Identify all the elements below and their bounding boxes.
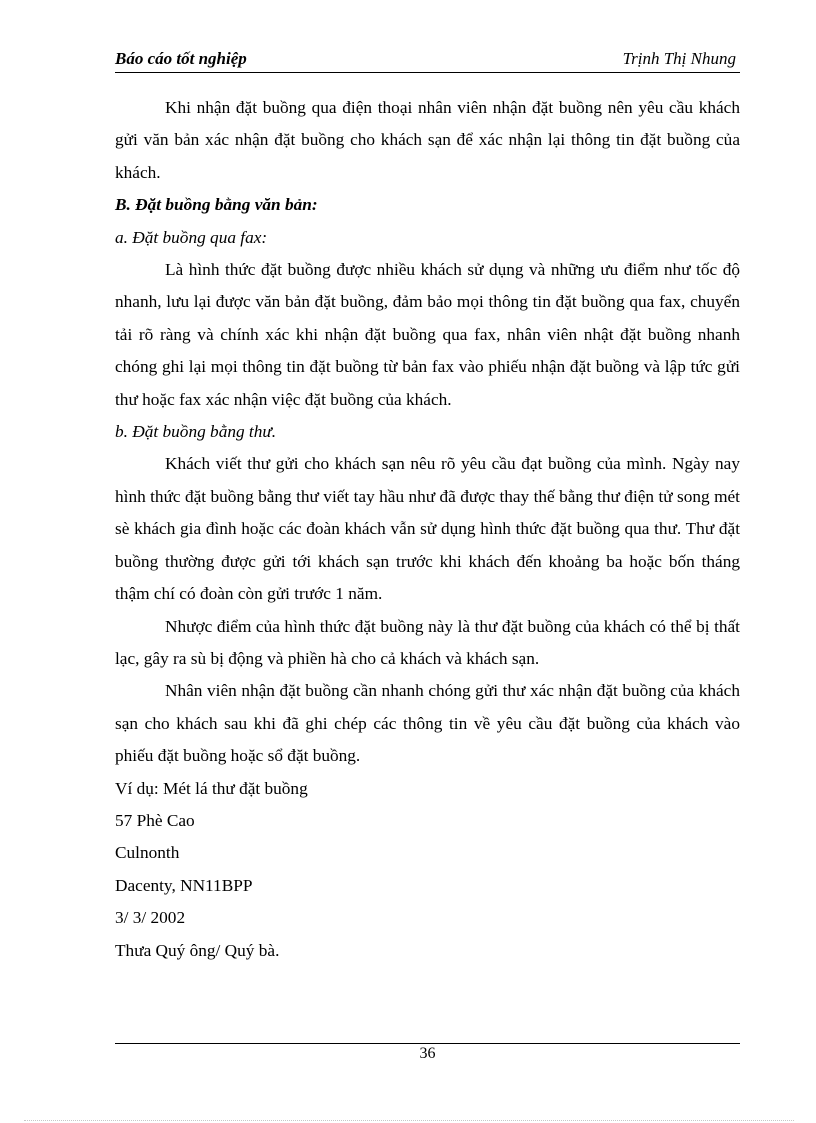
page-header [115,48,740,73]
subheading-fax: a. Đặt buồng qua fax: [115,227,268,247]
page-bottom-border [24,1120,794,1121]
letter-address-line-2: Culnonth [115,843,180,863]
page-number: 36 [419,1045,436,1062]
letter-address-line-1: 57 Phè Cao [115,810,195,830]
header-title: Báo cáo tốt nghiệp [115,49,247,68]
document-body [115,92,740,967]
paragraph-letter: Khách viết thư gửi cho khách sạn nêu rõ yêu cầu đạt buồng của mình. Ngày nay hình thức đặt buồng bằng thư viết tay hầu như đã được thay thế bằng thư điện tử song mét sè khách gia đình hoặc các đoàn khách vẫn sử dụng hình thức đặt buồng qua thư. Thư đặt buồng thường được gửi tới khách sạn trước khi khách đến khoảng ba hoặc bốn tháng thậm chí có đoàn còn gửi trước 1 năm. [115,454,740,604]
paragraph-confirmation: Nhân viên nhận đặt buồng cần nhanh chóng gửi thư xác nhận đặt buồng của khách sạn cho khách sau khi đã ghi chép các thông tin về yêu cầu đặt buồng của khách vào phiếu đặt buồng hoặc sổ đặt buồng. [115,681,740,766]
header-author: Trịnh Thị Nhung [622,49,736,68]
example-label: Ví dụ: Mét lá thư đặt buồng [115,778,308,798]
letter-address-line-3: Dacenty, NN11BPP [115,875,253,895]
paragraph-disadvantage: Nhược điểm của hình thức đặt buồng này là thư đặt buồng của khách có thể bị thất lạc, gây ra sù bị động và phiền hà cho cả khách và khách sạn. [115,616,740,668]
paragraph-fax: Là hình thức đặt buồng được nhiều khách sử dụng và những ưu điểm như tốc độ nhanh, lưu lại được văn bản đặt buồng, đảm bảo mọi thông tin đặt buồng qua fax, chuyển tải rõ ràng và chính xác khi nhận đặt buồng qua fax, nhân viên nhật đặt buồng nhanh chóng ghi lại mọi thông tin đặt buồng từ bản fax vào phiếu nhận đặt buồng và lập tức gửi thư hoặc fax xác nhận việc đặt buồng của khách. [115,260,740,409]
letter-greeting: Thưa Quý ông/ Quý bà. [115,940,280,960]
paragraph-phone-booking: Khi nhận đặt buồng qua điện thoại nhân viên nhận đặt buồng nên yêu cầu khách gửi văn bản xác nhận đặt buồng cho khách sạn để xác nhận lại thông tin đặt buồng của khách. [115,98,740,182]
subheading-letter: b. Đặt buồng bằng thư. [115,422,277,442]
letter-date: 3/ 3/ 2002 [115,908,186,928]
section-heading-b: B. Đặt buồng bằng văn bản: [115,195,318,215]
